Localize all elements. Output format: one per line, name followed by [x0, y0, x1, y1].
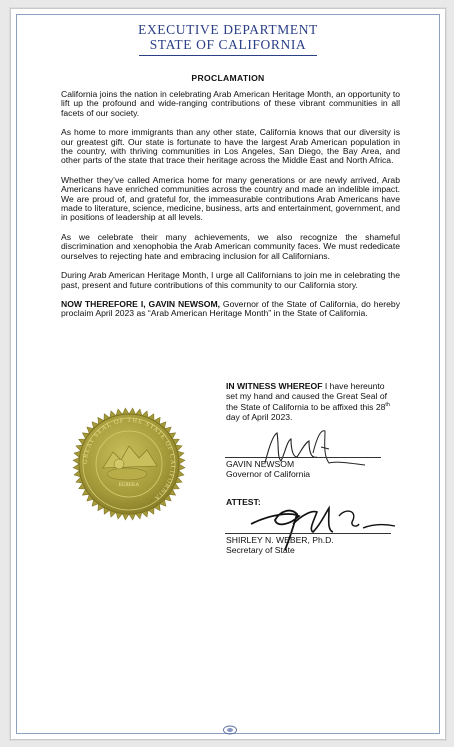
footer-emblem-icon	[222, 725, 238, 735]
secretary-name: SHIRLEY N. WEBER, Ph.D.	[226, 535, 334, 545]
governor-title: Governor of California	[226, 469, 311, 479]
secretary-signature-line	[225, 533, 391, 534]
witness-clause	[226, 382, 394, 422]
paragraph-4: As we celebrate their many achievements, we also recognize the shameful discrimination and xenophobia the Arab American community faces. We must rededicate ourselves to rejecting hate and embracing inclusion for all Californians.	[61, 231, 400, 261]
witness-ordinal: th	[385, 402, 390, 409]
document-title: PROCLAMATION	[191, 73, 265, 83]
paragraph-5: During Arab American Heritage Month, I urge all Californians to join me in celebrating the past, present and future contributions of this community to our California story.	[61, 270, 400, 290]
secretary-title: Secretary of State	[226, 545, 295, 555]
witness-text-2: day of April 2023.	[226, 411, 293, 422]
header-rule	[139, 55, 317, 56]
paragraph-3: Whether they’ve called America home for many generations or are newly arrived, Arab Americans have enriched communities across the country and made an indelible impact. We are proud of, and grateful for, the immeasurable contributions Arab Americans have made to literature, science, medicine, business, arts and entertainment, government, and in positions of leadership at all levels.	[61, 174, 400, 223]
state-title: STATE OF CALIFORNIA	[149, 37, 307, 52]
governor-name: GAVIN NEWSOM	[226, 459, 295, 469]
paragraph-1: California joins the nation in celebrating Arab American Heritage Month, an opportunity to lift up the profound and wide-ranging contributions of these vibrant communities in all facets of our society.	[61, 89, 400, 118]
seal-ring-text: GREAT SEAL OF THE STATE OF CALIFORNIA	[81, 416, 177, 502]
now-therefore-text: Governor of the State of California, do hereby proclaim April 2023 as “Arab American Heritage Month” in the State of California.	[61, 298, 400, 319]
witness-lead: IN WITNESS WHEREOF	[226, 381, 323, 391]
seal-motto: EUREKA	[118, 483, 140, 488]
great-seal-icon	[67, 402, 191, 526]
now-therefore-lead: NOW THEREFORE I, GAVIN NEWSOM,	[61, 298, 221, 309]
proclamation-body	[61, 90, 400, 319]
attest-label: ATTEST:	[226, 497, 261, 507]
department-title: EXECUTIVE DEPARTMENT	[138, 22, 318, 37]
letterhead	[11, 22, 445, 56]
witness-text-1: I have hereunto set my hand and caused the Great Seal of the State of California to be affixed this 28	[226, 381, 387, 413]
now-therefore-paragraph	[61, 300, 400, 319]
proclamation-page	[10, 8, 446, 740]
governor-signature-line	[225, 457, 381, 458]
paragraph-2: As home to more immigrants than any other state, California knows that our diversity is our greatest gift. Our state is fortunate to have the largest Arab American population in the country, with thriving communities in Los Angeles, San Diego, the Bay Area, and other parts of the state that trace their heritage across the Middle East and North Africa.	[61, 127, 400, 166]
